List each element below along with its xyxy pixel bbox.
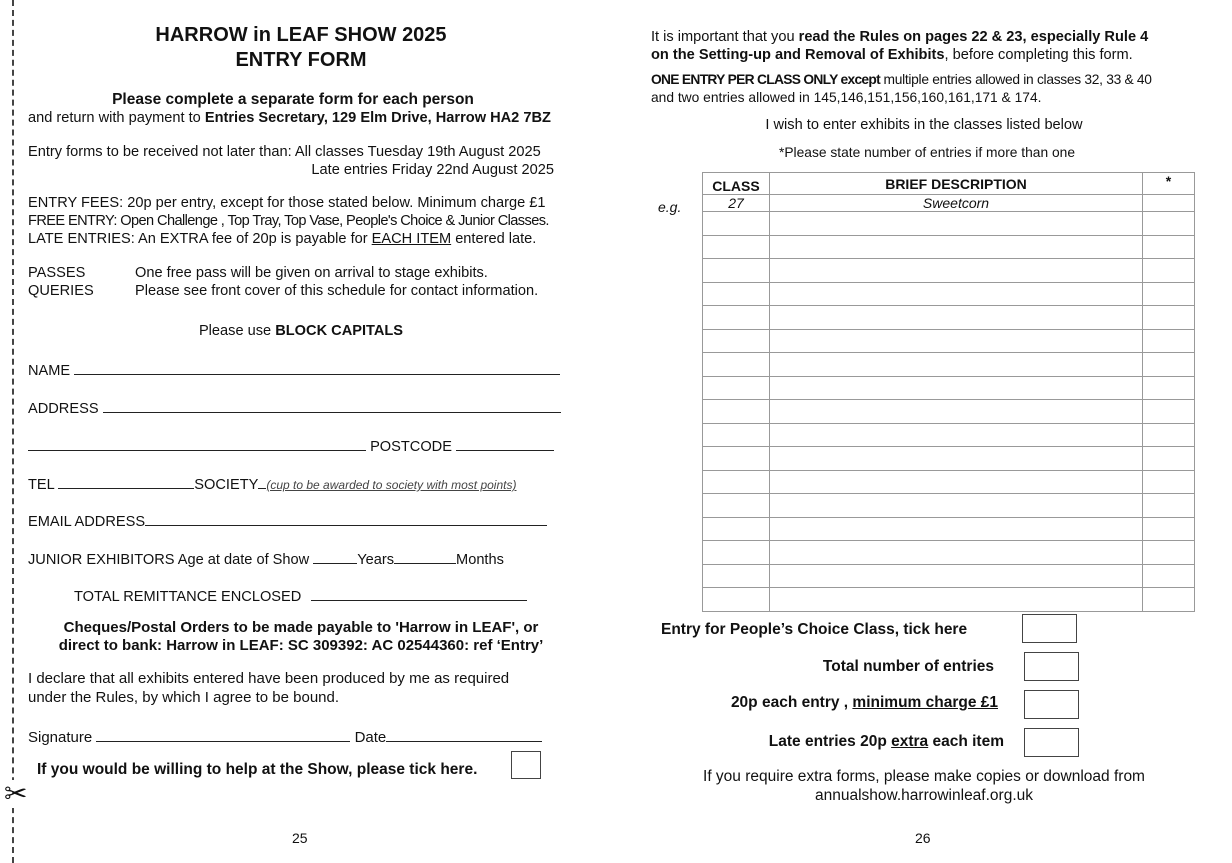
table-row[interactable]	[703, 306, 1195, 330]
class-cell[interactable]	[703, 494, 770, 518]
junior-field[interactable]: JUNIOR EXHIBITORS Age at date of Show Years Months	[28, 549, 504, 568]
one-entry-line: ONE ENTRY PER CLASS ONLY except multiple entries allowed in classes 32, 33 & 40	[651, 72, 1152, 87]
table-row[interactable]	[703, 212, 1195, 236]
class-cell[interactable]	[703, 235, 770, 259]
wish-text: I wish to enter exhibits in the classes listed below	[765, 117, 1083, 133]
state-number-note: *Please state number of entries if more than one	[778, 145, 1076, 160]
extra-forms-link[interactable]: annualshow.harrowinleaf.org.uk	[815, 787, 1033, 804]
class-cell[interactable]	[703, 423, 770, 447]
description-cell[interactable]	[770, 517, 1143, 541]
address-input-line[interactable]	[103, 398, 561, 413]
count-cell[interactable]	[1143, 494, 1195, 518]
peoples-choice-tick-box[interactable]	[1022, 614, 1077, 643]
count-cell[interactable]	[1143, 447, 1195, 471]
cheques-line1: Cheques/Postal Orders to be made payable to 'Harrow in LEAF', or	[63, 619, 539, 636]
passes-text: One free pass will be given on arrival to stage exhibits.	[135, 265, 488, 281]
count-cell[interactable]	[1143, 282, 1195, 306]
class-cell[interactable]	[703, 259, 770, 283]
signature-date-field[interactable]: Signature Date	[28, 727, 542, 746]
table-row[interactable]	[703, 541, 1195, 565]
count-cell[interactable]	[1143, 259, 1195, 283]
address-field[interactable]: ADDRESS	[28, 398, 561, 417]
count-cell[interactable]	[1143, 212, 1195, 236]
table-row[interactable]	[703, 564, 1195, 588]
scissors-icon: ✂	[4, 778, 28, 809]
queries-label: QUERIES	[28, 283, 94, 299]
remittance-input-line[interactable]	[311, 586, 527, 601]
table-row[interactable]	[703, 494, 1195, 518]
table-row[interactable]	[703, 447, 1195, 471]
separate-form-note: Please complete a separate form for each person	[112, 91, 474, 108]
email-field[interactable]: EMAIL ADDRESS	[28, 511, 547, 530]
each-entry-box[interactable]	[1024, 690, 1079, 719]
table-row[interactable]	[703, 353, 1195, 377]
late-entries-label: Late entries 20p extra each item	[768, 733, 1004, 750]
table-header-row	[703, 173, 1195, 195]
description-cell[interactable]	[770, 564, 1143, 588]
description-cell[interactable]	[770, 423, 1143, 447]
class-cell[interactable]	[703, 329, 770, 353]
two-entries-line: and two entries allowed in 145,146,151,156,160,161,171 & 174.	[651, 90, 1042, 105]
class-cell[interactable]	[703, 541, 770, 565]
table-row[interactable]	[703, 259, 1195, 283]
count-cell[interactable]	[1143, 329, 1195, 353]
class-cell[interactable]	[703, 353, 770, 377]
table-row[interactable]	[703, 329, 1195, 353]
class-cell[interactable]	[703, 447, 770, 471]
count-cell[interactable]	[1143, 564, 1195, 588]
address-line2-input[interactable]	[28, 436, 366, 451]
tel-input-line[interactable]	[58, 474, 194, 489]
months-input-line[interactable]	[394, 549, 456, 564]
class-cell[interactable]	[703, 517, 770, 541]
description-cell[interactable]	[770, 447, 1143, 471]
help-tick-box[interactable]	[511, 751, 541, 779]
description-cell[interactable]	[770, 400, 1143, 424]
description-cell[interactable]	[770, 235, 1143, 259]
fees-line2: FREE ENTRY: Open Challenge , Top Tray, Top Vase, People's Choice & Junior Classes.	[28, 213, 549, 229]
description-cell[interactable]	[770, 588, 1143, 612]
table-row[interactable]	[703, 282, 1195, 306]
cut-line	[12, 0, 14, 863]
declaration-line1: I declare that all exhibits entered have been produced by me as required	[28, 670, 510, 687]
count-cell[interactable]	[1143, 353, 1195, 377]
table-row[interactable]	[703, 423, 1195, 447]
years-input-line[interactable]	[313, 549, 357, 564]
description-cell[interactable]	[770, 470, 1143, 494]
each-entry-label: 20p each entry , minimum charge £1	[730, 694, 998, 711]
peoples-choice-label: Entry for People’s Choice Class, tick here	[661, 621, 968, 638]
declaration-line2: under the Rules, by which I agree to be bound.	[28, 689, 340, 706]
class-cell[interactable]	[703, 400, 770, 424]
col-star-header: *	[1143, 173, 1195, 195]
postcode-field[interactable]: POSTCODE	[28, 436, 554, 455]
tel-society-field[interactable]: TEL SOCIETY (cup to be awarded to society with most points)	[28, 474, 516, 493]
rules-line2: on the Setting-up and Removal of Exhibits, before completing this form.	[651, 47, 1133, 63]
class-cell[interactable]	[703, 376, 770, 400]
count-cell[interactable]	[1143, 306, 1195, 330]
class-cell[interactable]	[703, 306, 770, 330]
fees-line3: LATE ENTRIES: An EXTRA fee of 20p is payable for EACH ITEM entered late.	[28, 231, 537, 247]
cheques-line2: direct to bank: Harrow in LEAF: SC 309392: AC 02544360: ref ‘Entry’	[58, 637, 544, 654]
fees-line1: ENTRY FEES: 20p per entry, except for those stated below. Minimum charge £1	[28, 195, 546, 211]
class-cell[interactable]	[703, 564, 770, 588]
table-row[interactable]	[703, 470, 1195, 494]
name-input-line[interactable]	[74, 360, 560, 375]
class-cell[interactable]	[703, 588, 770, 612]
description-cell[interactable]	[770, 212, 1143, 236]
late-entries-box[interactable]	[1024, 728, 1079, 757]
remittance-field[interactable]: TOTAL REMITTANCE ENCLOSED	[74, 586, 527, 605]
signature-input-line[interactable]	[96, 727, 350, 742]
description-cell[interactable]	[770, 541, 1143, 565]
example-label: e.g.	[658, 199, 682, 215]
form-title: HARROW in LEAF SHOW 2025	[155, 24, 447, 46]
example-count	[1143, 195, 1195, 212]
table-row[interactable]	[703, 400, 1195, 424]
total-entries-label: Total number of entries	[822, 658, 994, 675]
block-capitals-note: Please use BLOCK CAPITALS	[198, 323, 404, 339]
description-cell[interactable]	[770, 376, 1143, 400]
rules-line1: It is important that you read the Rules on pages 22 & 23, especially Rule 4	[651, 29, 1149, 45]
queries-text: Please see front cover of this schedule for contact information.	[135, 283, 539, 299]
total-entries-box[interactable]	[1024, 652, 1079, 681]
form-subtitle: ENTRY FORM	[235, 49, 367, 71]
description-cell[interactable]	[770, 306, 1143, 330]
entries-table	[702, 172, 1195, 612]
count-cell[interactable]	[1143, 235, 1195, 259]
postcode-input-line[interactable]	[456, 436, 554, 451]
table-row[interactable]	[703, 235, 1195, 259]
example-row	[703, 195, 1195, 212]
table-row[interactable]	[703, 588, 1195, 612]
count-cell[interactable]	[1143, 376, 1195, 400]
count-cell[interactable]	[1143, 588, 1195, 612]
description-cell[interactable]	[770, 353, 1143, 377]
society-note: (cup to be awarded to society with most points)	[266, 478, 517, 492]
email-input-line[interactable]	[145, 511, 547, 526]
count-cell[interactable]	[1143, 423, 1195, 447]
class-cell[interactable]	[703, 470, 770, 494]
description-cell[interactable]	[770, 494, 1143, 518]
passes-label: PASSES	[28, 265, 86, 281]
col-class-header: CLASS	[703, 173, 770, 195]
description-cell[interactable]	[770, 259, 1143, 283]
count-cell[interactable]	[1143, 541, 1195, 565]
class-cell[interactable]	[703, 282, 770, 306]
return-line: and return with payment to Entries Secretary, 129 Elm Drive, Harrow HA2 7BZ	[28, 110, 551, 126]
page-number-left: 25	[292, 830, 308, 846]
count-cell[interactable]	[1143, 470, 1195, 494]
page-number-right: 26	[915, 830, 931, 846]
deadline-line2: Late entries Friday 22nd August 2025	[311, 162, 554, 178]
count-cell[interactable]	[1143, 400, 1195, 424]
count-cell[interactable]	[1143, 517, 1195, 541]
class-cell[interactable]	[703, 212, 770, 236]
description-cell[interactable]	[770, 282, 1143, 306]
extra-forms-line1: If you require extra forms, please make copies or download from	[703, 768, 1145, 785]
name-field[interactable]: NAME	[28, 360, 560, 379]
col-description-header: BRIEF DESCRIPTION	[770, 173, 1143, 195]
help-at-show-text: If you would be willing to help at the Show, please tick here.	[37, 761, 478, 778]
table-row[interactable]	[703, 517, 1195, 541]
example-description: Sweetcorn	[770, 195, 1143, 212]
example-class: 27	[703, 195, 770, 212]
description-cell[interactable]	[770, 329, 1143, 353]
deadline-line1: Entry forms to be received not later than: All classes Tuesday 19th August 2025	[28, 144, 541, 160]
table-row[interactable]	[703, 376, 1195, 400]
date-input-line[interactable]	[386, 727, 542, 742]
